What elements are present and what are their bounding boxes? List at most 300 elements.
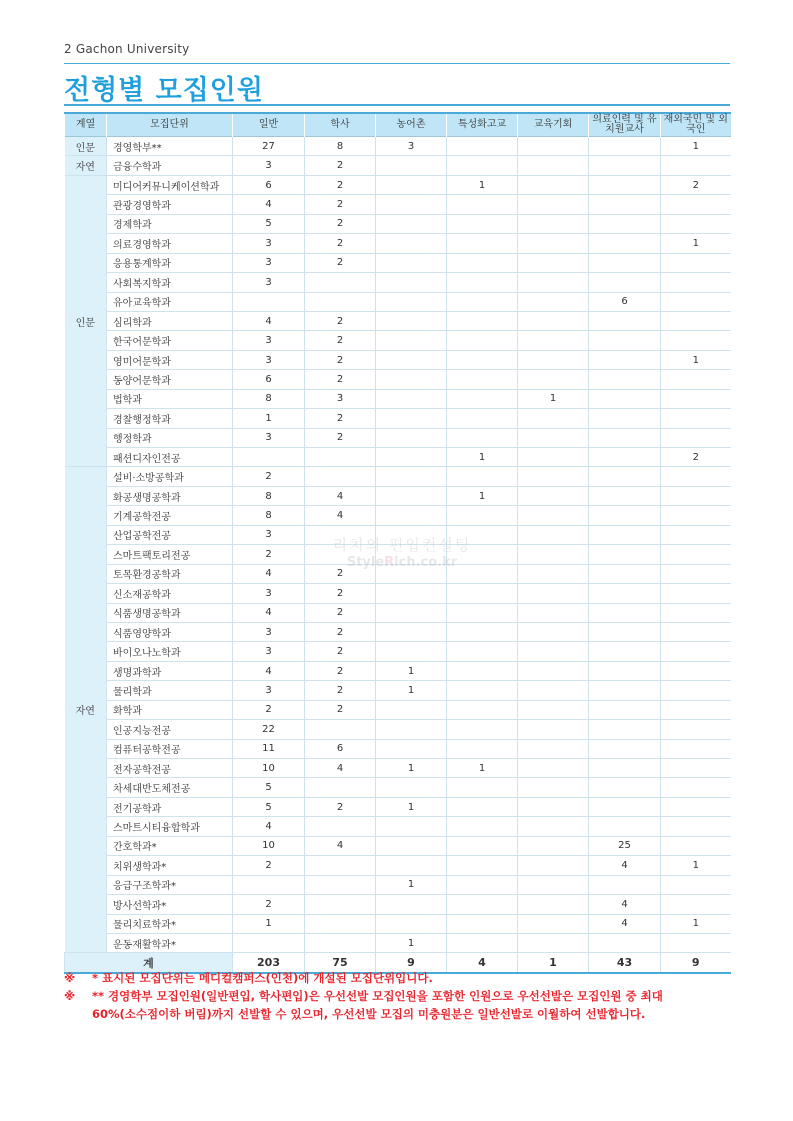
table-row — [65, 564, 731, 583]
quota-cell — [518, 584, 589, 603]
table-row — [65, 214, 731, 233]
quota-cell — [589, 506, 661, 525]
unit-name-cell: 패션디자인전공 — [107, 448, 233, 467]
quota-cell — [376, 428, 447, 447]
table-row — [65, 778, 731, 797]
table-row — [65, 584, 731, 603]
quota-cell — [661, 389, 731, 408]
unit-name-cell: 전자공학전공 — [107, 759, 233, 778]
quota-cell — [376, 622, 447, 641]
quota-cell: 2 — [305, 797, 376, 816]
quota-cell — [661, 622, 731, 641]
table-row — [65, 234, 731, 253]
quota-cell: 4 — [589, 856, 661, 875]
table-row — [65, 409, 731, 428]
quota-cell — [447, 584, 518, 603]
quota-cell — [447, 797, 518, 816]
quota-cell — [589, 525, 661, 544]
quota-cell: 22 — [233, 720, 305, 739]
unit-name-cell: 유아교육학과 — [107, 292, 233, 311]
unit-name-cell: 법학과 — [107, 389, 233, 408]
quota-cell — [305, 545, 376, 564]
quota-cell: 6 — [233, 175, 305, 194]
unit-name-cell: 스마트시티융합학과 — [107, 817, 233, 836]
quota-cell — [376, 914, 447, 933]
quota-cell — [661, 409, 731, 428]
quota-cell — [376, 467, 447, 486]
quota-cell — [589, 253, 661, 272]
table-row — [65, 448, 731, 467]
column-header: 재외국민 및 외국인 — [661, 113, 731, 137]
quota-cell — [589, 933, 661, 952]
quota-cell — [661, 564, 731, 583]
quota-cell — [661, 817, 731, 836]
quota-cell — [376, 817, 447, 836]
quota-cell: 2 — [305, 700, 376, 719]
quota-cell — [518, 506, 589, 525]
quota-cell — [518, 739, 589, 758]
quota-cell — [305, 895, 376, 914]
quota-cell — [376, 370, 447, 389]
quota-cell — [518, 214, 589, 233]
table-header-row — [65, 113, 731, 137]
unit-name-cell: 물리치료학과* — [107, 914, 233, 933]
quota-cell: 4 — [233, 817, 305, 836]
quota-cell — [518, 875, 589, 894]
quota-cell — [589, 156, 661, 175]
table-row — [65, 486, 731, 505]
quota-cell — [518, 156, 589, 175]
quota-cell — [447, 875, 518, 894]
quota-cell: 1 — [376, 681, 447, 700]
quota-cell: 6 — [233, 370, 305, 389]
quota-cell — [661, 486, 731, 505]
table-row — [65, 292, 731, 311]
quota-cell — [589, 214, 661, 233]
quota-cell — [518, 778, 589, 797]
quota-cell: 2 — [305, 564, 376, 583]
quota-cell — [305, 720, 376, 739]
quota-cell: 2 — [233, 467, 305, 486]
quota-cell: 4 — [589, 895, 661, 914]
table-row — [65, 370, 731, 389]
quota-cell: 1 — [447, 175, 518, 194]
quota-cell — [518, 933, 589, 952]
quota-cell — [447, 409, 518, 428]
quota-cell — [376, 700, 447, 719]
quota-cell — [518, 642, 589, 661]
unit-name-cell: 차세대반도체전공 — [107, 778, 233, 797]
page-title: 전형별 모집인원 — [64, 75, 264, 106]
table-row — [65, 506, 731, 525]
quota-cell — [589, 350, 661, 369]
quota-cell: 8 — [233, 389, 305, 408]
column-header: 일반 — [233, 113, 305, 137]
table-row — [65, 525, 731, 544]
quota-cell: 10 — [233, 836, 305, 855]
table-row — [65, 253, 731, 272]
quota-cell — [376, 720, 447, 739]
quota-cell — [589, 817, 661, 836]
table-row — [65, 895, 731, 914]
quota-cell — [447, 914, 518, 933]
total-value-cell: 9 — [376, 953, 447, 974]
unit-name-cell: 응용통계학과 — [107, 253, 233, 272]
quota-cell — [661, 292, 731, 311]
quota-cell — [661, 525, 731, 544]
quota-cell — [518, 856, 589, 875]
quota-cell — [305, 525, 376, 544]
quota-cell — [447, 156, 518, 175]
quota-cell — [661, 584, 731, 603]
quota-cell: 1 — [661, 350, 731, 369]
header-divider — [64, 63, 730, 64]
quota-cell — [661, 720, 731, 739]
unit-name-cell: 의료경영학과 — [107, 234, 233, 253]
quota-cell — [518, 273, 589, 292]
quota-cell — [376, 331, 447, 350]
quota-cell — [518, 409, 589, 428]
quota-cell — [661, 273, 731, 292]
quota-cell — [661, 739, 731, 758]
quota-cell: 3 — [233, 331, 305, 350]
column-header: 학사 — [305, 113, 376, 137]
quota-cell: 4 — [233, 195, 305, 214]
quota-cell — [518, 603, 589, 622]
table-row — [65, 156, 731, 175]
quota-cell — [376, 350, 447, 369]
table-row — [65, 350, 731, 369]
quota-cell: 3 — [233, 642, 305, 661]
quota-cell — [589, 273, 661, 292]
field-group-cell: 자연 — [65, 467, 107, 953]
quota-cell: 1 — [661, 914, 731, 933]
unit-name-cell: 간호학과* — [107, 836, 233, 855]
quota-cell — [661, 836, 731, 855]
quota-cell — [661, 661, 731, 680]
quota-cell: 1 — [661, 856, 731, 875]
quota-cell: 3 — [233, 253, 305, 272]
quota-cell — [518, 292, 589, 311]
quota-cell — [447, 778, 518, 797]
quota-cell — [589, 661, 661, 680]
quota-cell — [447, 311, 518, 330]
quota-cell — [518, 895, 589, 914]
quota-cell — [661, 700, 731, 719]
quota-cell: 3 — [233, 156, 305, 175]
quota-cell: 3 — [233, 234, 305, 253]
quota-cell — [376, 234, 447, 253]
table-row — [65, 700, 731, 719]
quota-cell: 1 — [376, 797, 447, 816]
quota-cell — [518, 759, 589, 778]
quota-cell — [589, 448, 661, 467]
quota-cell — [376, 564, 447, 583]
table-row — [65, 681, 731, 700]
table-row — [65, 759, 731, 778]
watermark-url: StyleRich.co.kr — [346, 555, 458, 570]
quota-cell — [447, 642, 518, 661]
quota-cell — [376, 486, 447, 505]
quota-cell — [661, 156, 731, 175]
quota-cell — [518, 253, 589, 272]
quota-cell — [589, 720, 661, 739]
quota-cell: 2 — [305, 234, 376, 253]
quota-cell — [447, 836, 518, 855]
quota-cell: 2 — [305, 622, 376, 641]
quota-cell — [589, 409, 661, 428]
quota-cell — [661, 370, 731, 389]
quota-cell — [447, 370, 518, 389]
quota-cell — [447, 545, 518, 564]
quota-cell: 2 — [305, 350, 376, 369]
quota-cell: 4 — [305, 486, 376, 505]
quota-cell — [376, 389, 447, 408]
table-row — [65, 797, 731, 816]
quota-cell — [518, 467, 589, 486]
quota-cell — [305, 817, 376, 836]
quota-cell — [589, 681, 661, 700]
quota-cell: 2 — [305, 681, 376, 700]
quota-cell — [233, 933, 305, 952]
quota-cell: 1 — [447, 486, 518, 505]
footnotes — [64, 969, 734, 1023]
table-row — [65, 836, 731, 855]
quota-cell — [233, 292, 305, 311]
quota-cell: 3 — [233, 584, 305, 603]
column-header: 의료인력 및 유치원교사 — [589, 113, 661, 137]
quota-cell — [589, 486, 661, 505]
table-row — [65, 273, 731, 292]
quota-cell — [589, 195, 661, 214]
quota-cell: 4 — [233, 311, 305, 330]
quota-cell: 1 — [376, 661, 447, 680]
field-group-cell: 인문 — [65, 137, 107, 156]
footnote-1: ※ * 표시된 모집단위는 메디컬캠퍼스(인천)에 개설된 모집단위입니다. — [64, 971, 433, 985]
quota-cell — [305, 914, 376, 933]
quota-cell: 2 — [305, 370, 376, 389]
quota-cell — [518, 428, 589, 447]
table-row — [65, 875, 731, 894]
unit-name-cell: 동양어문학과 — [107, 370, 233, 389]
quota-cell — [661, 933, 731, 952]
total-value-cell: 9 — [661, 953, 731, 974]
quota-cell — [376, 292, 447, 311]
quota-cell — [589, 739, 661, 758]
quota-cell: 2 — [305, 195, 376, 214]
quota-cell — [661, 875, 731, 894]
quota-cell: 2 — [661, 448, 731, 467]
quota-cell: 2 — [661, 175, 731, 194]
page-header: 2 Gachon University — [64, 42, 190, 56]
quota-cell: 1 — [233, 914, 305, 933]
unit-name-cell: 물리학과 — [107, 681, 233, 700]
quota-cell — [447, 137, 518, 156]
unit-name-cell: 사회복지학과 — [107, 273, 233, 292]
quota-cell: 2 — [305, 428, 376, 447]
quota-cell: 1 — [376, 759, 447, 778]
quota-cell: 1 — [233, 409, 305, 428]
quota-cell: 2 — [233, 895, 305, 914]
quota-cell — [518, 137, 589, 156]
quota-cell — [518, 700, 589, 719]
quota-cell — [589, 584, 661, 603]
table-body — [65, 137, 731, 974]
quota-cell — [518, 797, 589, 816]
quota-cell: 3 — [233, 273, 305, 292]
quota-cell — [376, 545, 447, 564]
column-header: 모집단위 — [107, 113, 233, 137]
quota-cell — [661, 331, 731, 350]
unit-name-cell: 미디어커뮤니케이션학과 — [107, 175, 233, 194]
quota-cell — [518, 545, 589, 564]
quota-cell — [447, 525, 518, 544]
unit-name-cell: 치위생학과* — [107, 856, 233, 875]
quota-cell: 25 — [589, 836, 661, 855]
quota-cell — [376, 214, 447, 233]
quota-cell: 4 — [233, 603, 305, 622]
quota-cell — [376, 895, 447, 914]
admission-quota-table — [64, 112, 731, 974]
quota-cell: 2 — [305, 331, 376, 350]
quota-cell: 1 — [376, 875, 447, 894]
quota-cell — [376, 584, 447, 603]
unit-name-cell: 행정학과 — [107, 428, 233, 447]
quota-cell — [447, 622, 518, 641]
quota-cell: 3 — [376, 137, 447, 156]
quota-cell — [589, 700, 661, 719]
quota-cell: 4 — [305, 506, 376, 525]
quota-cell: 2 — [305, 156, 376, 175]
quota-cell — [518, 234, 589, 253]
quota-cell — [518, 836, 589, 855]
quota-cell — [589, 428, 661, 447]
quota-cell — [661, 214, 731, 233]
quota-cell — [447, 195, 518, 214]
quota-cell: 3 — [233, 525, 305, 544]
table-row — [65, 175, 731, 194]
quota-cell — [376, 603, 447, 622]
quota-cell: 3 — [233, 350, 305, 369]
unit-name-cell: 화학과 — [107, 700, 233, 719]
table-row — [65, 914, 731, 933]
quota-cell: 2 — [233, 856, 305, 875]
quota-cell — [661, 195, 731, 214]
quota-cell — [376, 642, 447, 661]
quota-cell: 4 — [305, 759, 376, 778]
quota-cell — [305, 448, 376, 467]
quota-cell: 5 — [233, 797, 305, 816]
quota-cell — [447, 739, 518, 758]
column-header: 계열 — [65, 113, 107, 137]
quota-cell — [376, 739, 447, 758]
quota-cell — [447, 506, 518, 525]
quota-cell — [518, 370, 589, 389]
quota-cell — [447, 234, 518, 253]
quota-cell — [447, 564, 518, 583]
quota-cell: 3 — [305, 389, 376, 408]
quota-cell: 10 — [233, 759, 305, 778]
quota-cell — [661, 603, 731, 622]
unit-name-cell: 운동재활학과* — [107, 933, 233, 952]
quota-cell — [589, 797, 661, 816]
field-group-cell: 자연 — [65, 156, 107, 175]
table-row — [65, 933, 731, 952]
table-row — [65, 642, 731, 661]
table-row — [65, 389, 731, 408]
quota-cell — [447, 661, 518, 680]
unit-name-cell: 관광경영학과 — [107, 195, 233, 214]
quota-cell — [376, 448, 447, 467]
unit-name-cell: 신소재공학과 — [107, 584, 233, 603]
quota-cell — [376, 175, 447, 194]
quota-cell — [518, 661, 589, 680]
total-value-cell: 43 — [589, 953, 661, 974]
quota-cell: 8 — [233, 506, 305, 525]
quota-cell: 1 — [376, 933, 447, 952]
unit-name-cell: 화공생명공학과 — [107, 486, 233, 505]
quota-cell: 4 — [589, 914, 661, 933]
table-row — [65, 545, 731, 564]
table-row — [65, 603, 731, 622]
table-row — [65, 739, 731, 758]
quota-cell — [661, 428, 731, 447]
quota-cell — [447, 700, 518, 719]
unit-name-cell: 전기공학과 — [107, 797, 233, 816]
quota-cell: 2 — [305, 603, 376, 622]
quota-cell — [589, 603, 661, 622]
quota-cell — [447, 214, 518, 233]
quota-cell — [661, 467, 731, 486]
quota-cell: 2 — [233, 700, 305, 719]
footnote-2-continued: 60%(소수점이하 버림)까지 선발할 수 있으며, 우선선발 모집의 미충원분은 일반선발로 이월하여 선발합니다. — [92, 1007, 646, 1021]
quota-cell — [518, 350, 589, 369]
total-label: 계 — [65, 953, 233, 974]
quota-cell — [518, 622, 589, 641]
quota-cell — [518, 720, 589, 739]
quota-cell — [661, 681, 731, 700]
unit-name-cell: 영미어문학과 — [107, 350, 233, 369]
quota-cell — [589, 467, 661, 486]
quota-cell — [518, 175, 589, 194]
quota-cell: 1 — [661, 234, 731, 253]
quota-cell — [376, 156, 447, 175]
table-row — [65, 428, 731, 447]
quota-cell: 1 — [518, 389, 589, 408]
quota-cell: 2 — [305, 253, 376, 272]
quota-cell — [305, 292, 376, 311]
quota-cell — [589, 564, 661, 583]
quota-cell — [447, 817, 518, 836]
quota-cell — [447, 933, 518, 952]
footnote-2: ※ ** 경영학부 모집인원(일반편입, 학사편입)은 우선선발 모집인원을 포함한 인원으로 우선선발은 모집인원 중 최대 — [64, 989, 663, 1003]
unit-name-cell: 바이오나노학과 — [107, 642, 233, 661]
total-value-cell: 203 — [233, 953, 305, 974]
quota-cell: 5 — [233, 214, 305, 233]
quota-cell — [589, 311, 661, 330]
quota-cell — [376, 836, 447, 855]
unit-name-cell: 경영학부** — [107, 137, 233, 156]
unit-name-cell: 설비·소방공학과 — [107, 467, 233, 486]
table-row — [65, 137, 731, 156]
unit-name-cell: 응급구조학과* — [107, 875, 233, 894]
quota-cell — [305, 778, 376, 797]
quota-cell: 5 — [233, 778, 305, 797]
unit-name-cell: 식품생명공학과 — [107, 603, 233, 622]
unit-name-cell: 컴퓨터공학전공 — [107, 739, 233, 758]
quota-cell — [447, 292, 518, 311]
unit-name-cell: 경제학과 — [107, 214, 233, 233]
